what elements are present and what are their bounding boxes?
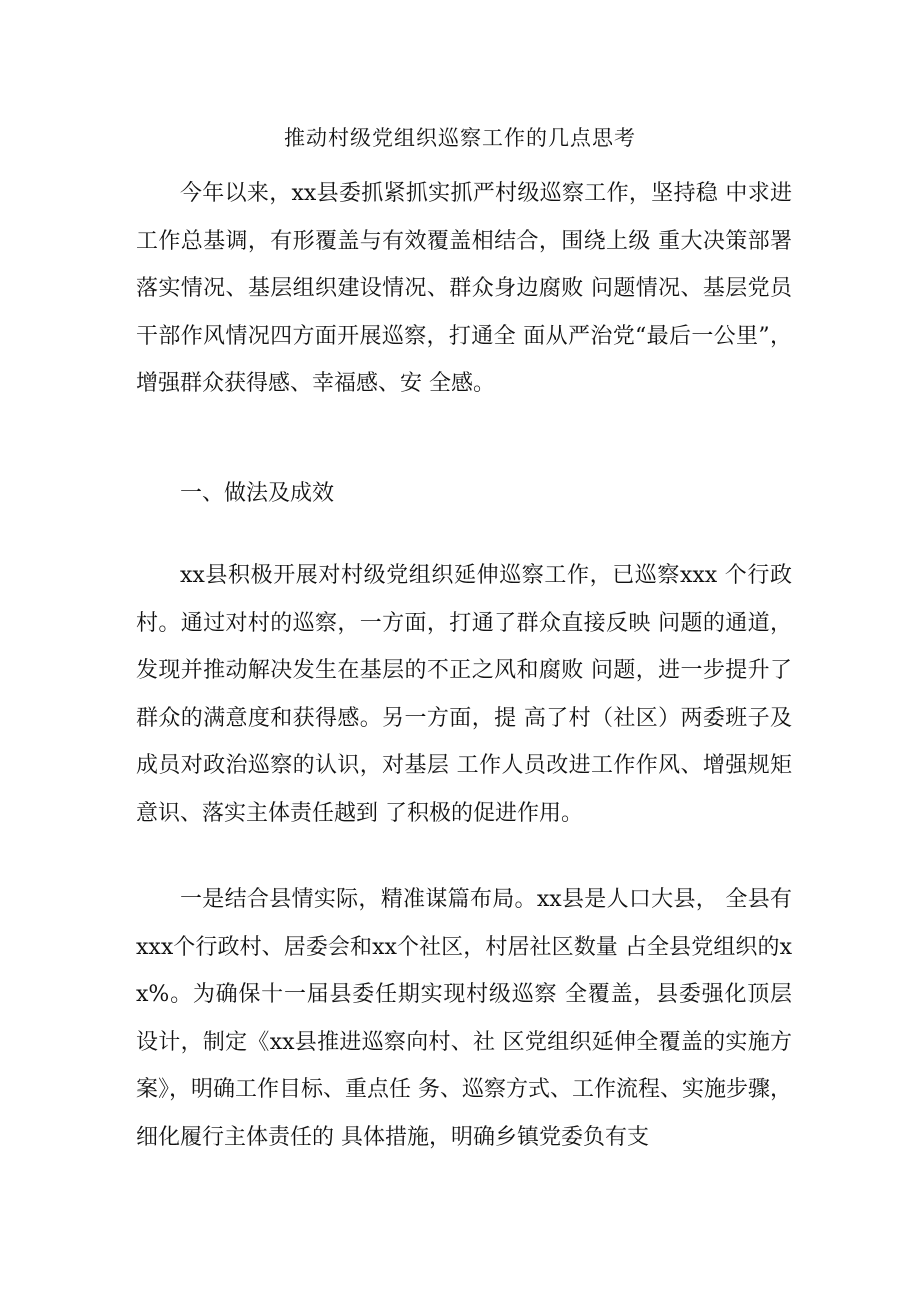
paragraph-results: xx县积极开展对村级党组织延伸巡察工作，已巡察xxx 个行政村。通过对村的巡察，一方面，打通了群众直接反映 问题的通道，发现并推动解决发生在基层的不正之风和腐败 问题，进一步提升了群众的满意度和获得感。另一方面，提 高了村（社区）两委班子及成员对政治巡察的认识，对基层 工作人员改进工作作风、增强规矩意识、落实主体责任越到 了积极的促进作用。 [136,563,792,826]
document-title: 推动村级党组织巡察工作的几点思考 [284,126,636,150]
paragraph-point-one: 一是结合县情实际，精准谋篇布局。xx县是人口大县， 全县有xxx个行政村、居委会和xx个社区，村居社区数量 占全县党组织的xx%。为确保十一届县委任期实现村级巡察 全覆盖，县委强化顶层设计，制定《xx县推进巡察向村、社 区党组织延伸全覆盖的实施方案》，明确工作目标、重点任 务、巡察方式、工作流程、实施步骤，细化履行主体责任的 具体措施，明确乡镇党委负有支 [136,887,792,1150]
section-heading: 一、做法及成效 [180,481,335,506]
paragraph-intro: 今年以来，xx县委抓紧抓实抓严村级巡察工作，坚持稳 中求进工作总基调，有形覆盖与有效覆盖相结合，围绕上级 重大决策部署落实情况、基层组织建设情况、群众身边腐败 问题情况、基层党员干部作风情况四方面开展巡察，打通全 面从严治党“最后一公里”，增强群众获得感、幸福感、安 全感。 [136,181,792,396]
